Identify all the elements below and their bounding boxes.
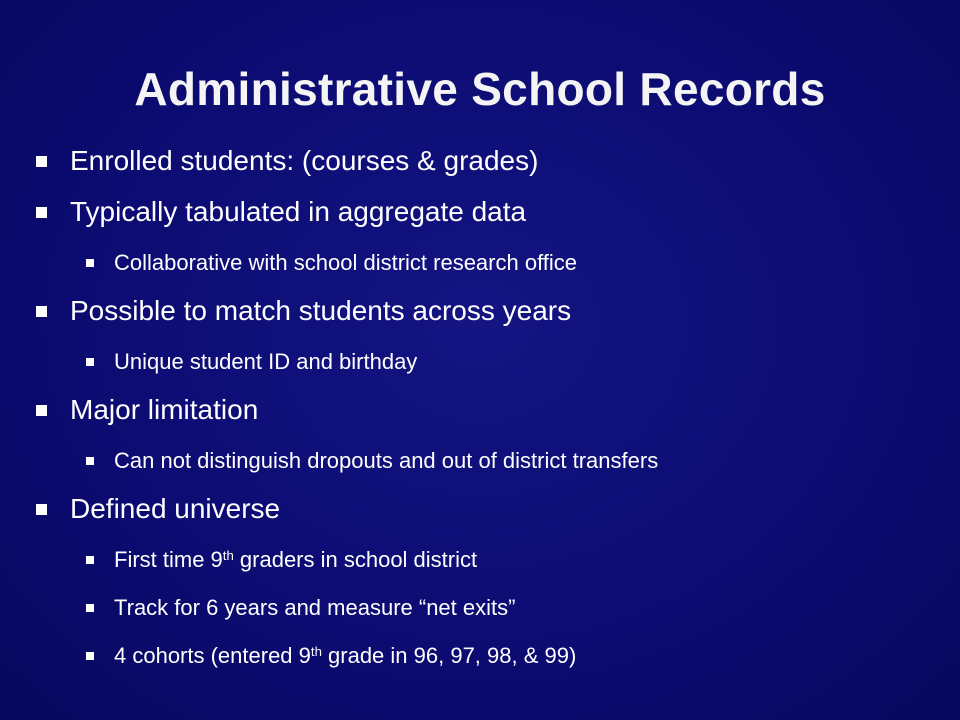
superscript-th: th [222, 547, 234, 563]
sub-bullet-text-post: graders in school district [233, 547, 478, 572]
bullet-text: Enrolled students: (courses & grades) [70, 145, 539, 176]
bullet-match-students [36, 288, 936, 339]
square-bullet-icon [36, 207, 47, 218]
square-bullet-icon [36, 504, 47, 515]
square-bullet-icon [86, 556, 94, 564]
square-bullet-icon [86, 652, 94, 660]
square-bullet-icon [36, 306, 47, 317]
square-bullet-icon [86, 604, 94, 612]
bullet-text: Typically tabulated in aggregate data [70, 196, 527, 227]
bullet-text: Possible to match students across years [70, 295, 572, 326]
sub-bullet-text: Can not distinguish dropouts and out of district transfers [114, 448, 659, 473]
square-bullet-icon [36, 156, 47, 167]
square-bullet-icon [86, 259, 94, 267]
bullet-list [36, 138, 936, 681]
sub-bullet-unique-id [36, 339, 936, 387]
sub-bullet-dropouts [36, 438, 936, 486]
bullet-enrolled-students [36, 138, 936, 189]
superscript-th: th [310, 643, 322, 659]
sub-bullet-text-pre: First time 9 [114, 547, 223, 572]
bullet-defined-universe [36, 486, 936, 537]
sub-bullet-text-post: grade in 96, 97, 98, & 99) [321, 643, 577, 668]
sub-bullet-text: Track for 6 years and measure “net exits” [114, 595, 516, 620]
square-bullet-icon [86, 457, 94, 465]
square-bullet-icon [36, 405, 47, 416]
sub-bullet-text-pre: 4 cohorts (entered 9 [114, 643, 311, 668]
sub-bullet-four-cohorts [36, 633, 936, 681]
slide-title: Administrative School Records [134, 63, 826, 115]
sub-bullet-track-six-years [36, 585, 936, 633]
bullet-text: Defined universe [70, 493, 281, 524]
sub-bullet-text: Unique student ID and birthday [114, 349, 418, 374]
bullet-major-limitation [36, 387, 936, 438]
bullet-text: Major limitation [70, 394, 259, 425]
square-bullet-icon [86, 358, 94, 366]
sub-bullet-text: Collaborative with school district research office [114, 250, 578, 275]
sub-bullet-collaborative [36, 240, 936, 288]
bullet-aggregate-data [36, 189, 936, 240]
sub-bullet-first-time-graders [36, 537, 936, 585]
